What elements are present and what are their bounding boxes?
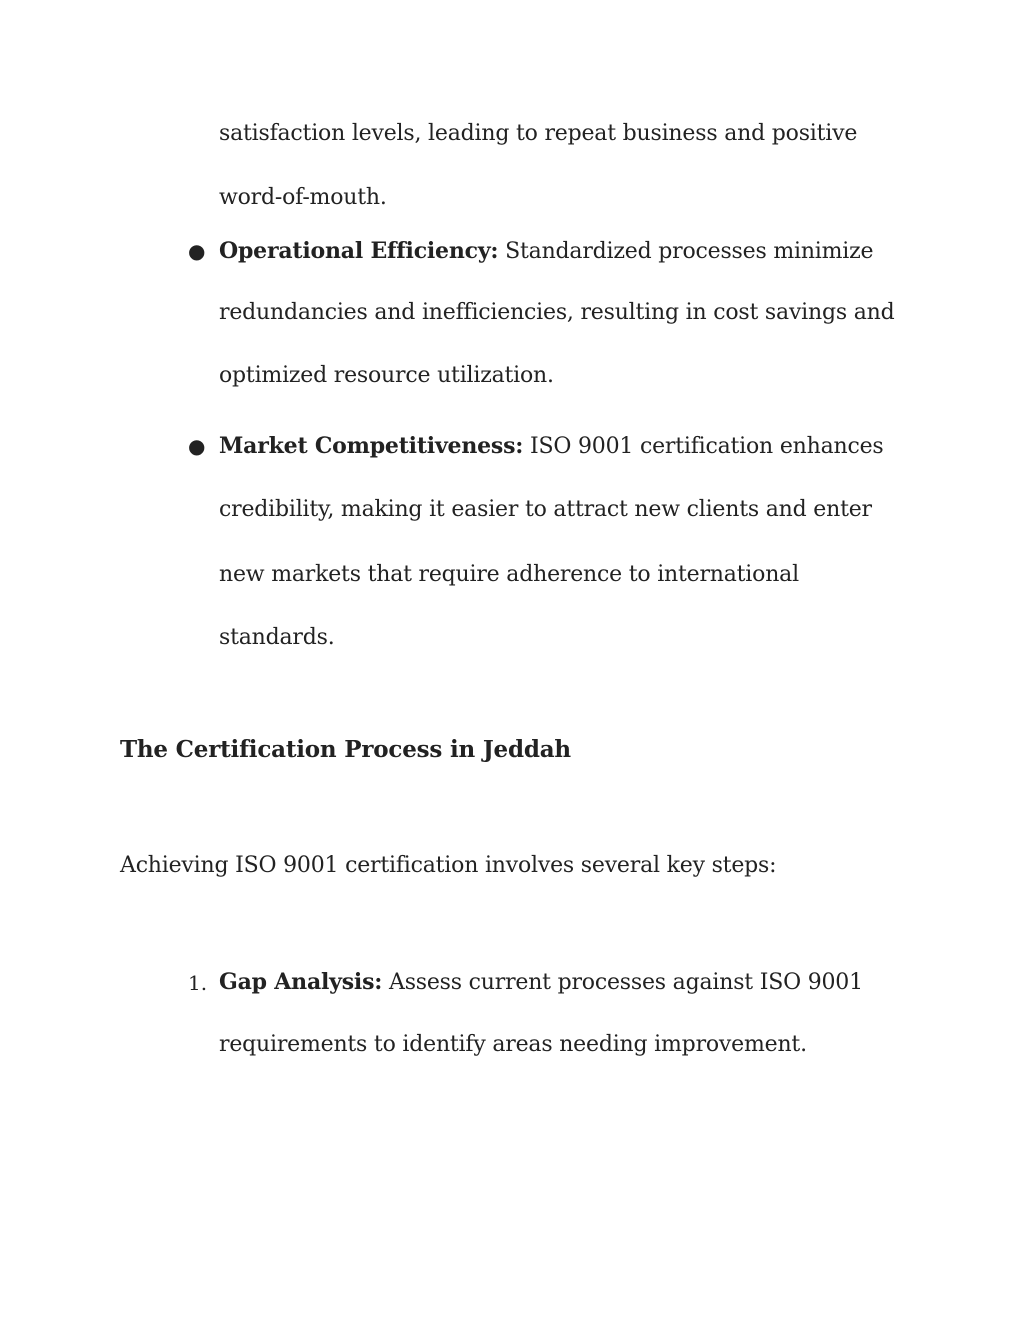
bullet-text: Standardized processes minimize (505, 239, 874, 264)
bullet-line-4: standards. (219, 625, 335, 650)
continuation-line-1: satisfaction levels, leading to repeat business and positive (219, 121, 858, 146)
step-number: 1. (188, 971, 208, 995)
bullet-line-1 (219, 432, 884, 461)
bullet-line-2: redundancies and inefficiencies, resulting in cost savings and (219, 300, 895, 325)
bullet-text: ISO 9001 certification enhances (530, 434, 884, 459)
bullet-title: Market Competitiveness: (219, 433, 524, 459)
step-title: Gap Analysis: (219, 969, 383, 995)
section-heading: The Certification Process in Jeddah (120, 736, 571, 763)
bullet-marker: ● (188, 239, 206, 263)
bullet-title: Operational Efficiency: (219, 238, 499, 264)
bullet-line-2: credibility, making it easier to attract new clients and enter (219, 497, 872, 522)
step-line-1 (219, 968, 863, 997)
continuation-line-2: word-of-mouth. (219, 185, 387, 210)
bullet-marker: ● (188, 434, 206, 458)
step-line-2: requirements to identify areas needing improvement. (219, 1032, 807, 1057)
step-text: Assess current processes against ISO 9001 (389, 970, 863, 995)
bullet-line-1 (219, 237, 873, 266)
bullet-line-3: optimized resource utilization. (219, 363, 554, 388)
bullet-line-3: new markets that require adherence to international (219, 562, 799, 587)
section-intro: Achieving ISO 9001 certification involves several key steps: (120, 853, 777, 878)
